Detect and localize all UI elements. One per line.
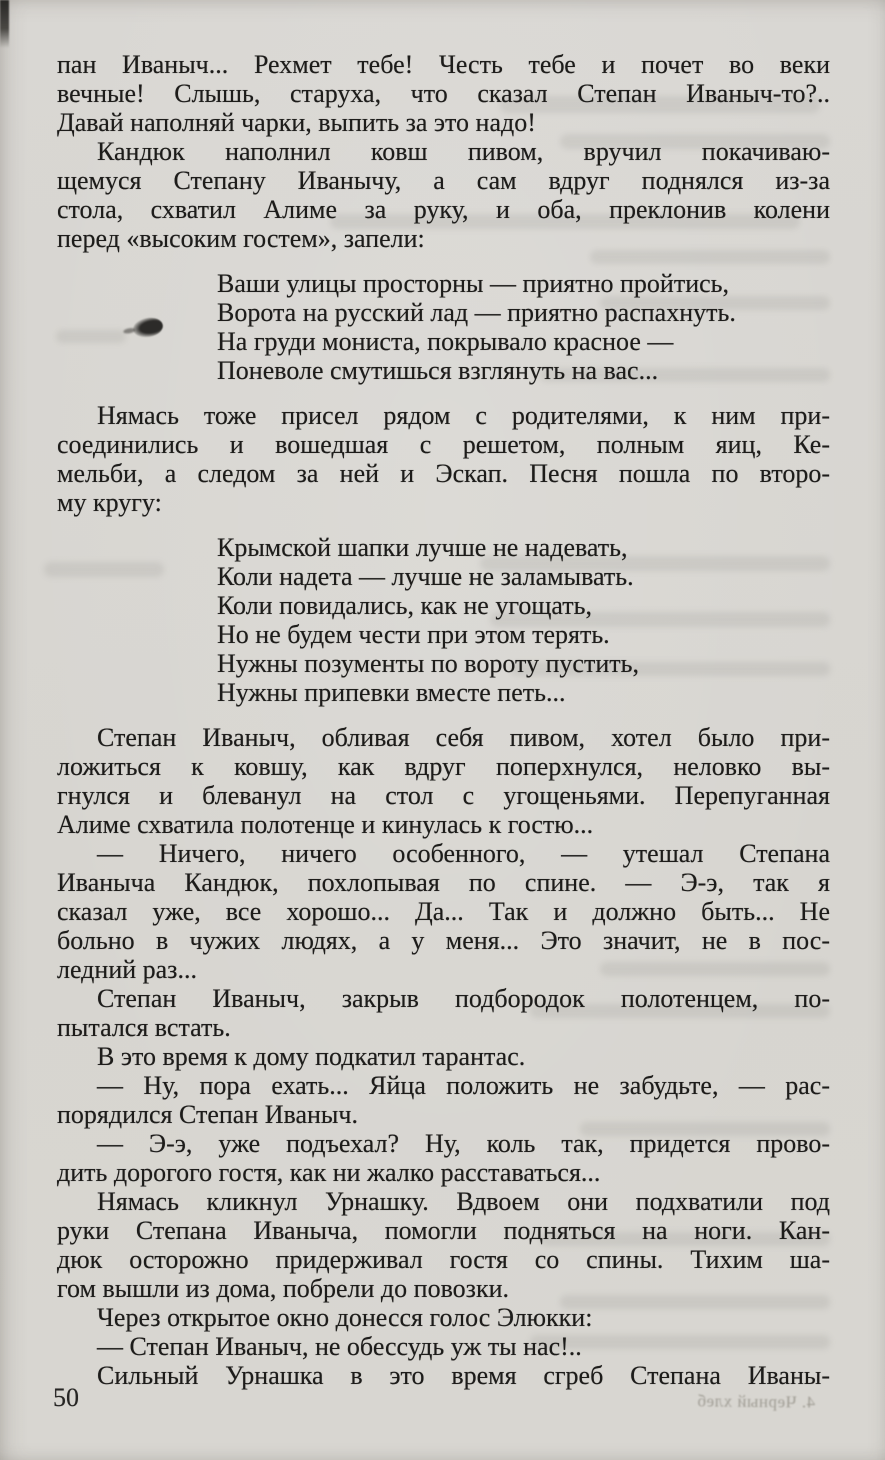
verse-line: На груди мониста, покрывало красное —	[217, 327, 674, 356]
paragraph-line: перед «высоким гостем», запели:	[57, 224, 425, 253]
verse-line: Поневоле смутишься взглянуть на вас...	[217, 356, 659, 385]
paragraph-line: дить дорогого гостя, как ни жалко расставаться...	[57, 1158, 601, 1187]
paragraph-line: гом вышли из дома, побрели до повозки.	[57, 1274, 509, 1303]
paragraph-block	[57, 839, 830, 984]
paragraph-block	[57, 1187, 830, 1303]
paragraph-line: му кругу:	[57, 488, 162, 517]
paragraph-block	[57, 1042, 830, 1071]
paragraph-line: вечные! Слышь, старуха, что сказал Степан Иваныч-то?..	[57, 79, 830, 108]
verse-line: Крымской шапки лучше не надевать,	[217, 533, 628, 562]
paragraph-block	[57, 1332, 830, 1361]
bleedthrough-signature: 4. Черный хлеб	[696, 1391, 816, 1412]
paragraph-line: ледний раз...	[57, 955, 197, 984]
verse-line: Нужны позументы по вороту пустить,	[217, 649, 639, 678]
paragraph-block	[57, 401, 830, 517]
paragraph-line: Нямась тоже присел рядом с родителями, к ним при-	[97, 401, 830, 430]
paragraph-line: Иваныча Кандюк, похлопывая по спине. — Э-э, так я	[57, 868, 830, 897]
paragraph-line: щемуся Степану Иванычу, а сам вдруг поднялся из-за	[57, 166, 830, 195]
paragraph-line: мельби, а следом за ней и Эскап. Песня пошла по второ-	[57, 459, 830, 488]
paragraph-block	[57, 1361, 830, 1390]
verse-block	[217, 269, 830, 385]
paragraph-line: гнулся и блеванул на стол с угощеньями. Перепуганная	[57, 781, 830, 810]
paragraph-line: руки Степана Иваныча, помогли подняться на ноги. Кан-	[57, 1216, 830, 1245]
paragraph-block	[57, 723, 830, 839]
paragraph-block	[57, 1303, 830, 1332]
paragraph-line: Степан Иваныч, обливая себя пивом, хотел было при-	[97, 723, 830, 752]
paragraph-line: Степан Иваныч, закрыв подбородок полотенцем, по-	[97, 984, 830, 1013]
paragraph-line: ложиться к ковшу, как вдруг поперхнулся, неловко вы-	[57, 752, 830, 781]
scan-edge-artifact	[0, 0, 9, 48]
paragraph-block	[57, 137, 830, 253]
paragraph-line: пан Иваныч... Рехмет тебе! Честь тебе и почет во веки	[57, 50, 830, 79]
paragraph-line: соединились и вошедшая с решетом, полным яиц, Ке-	[57, 430, 830, 459]
paragraph-block	[57, 1129, 830, 1187]
paragraph-line: — Ничего, ничего особенного, — утешал Степана	[97, 839, 830, 868]
paragraph-line: сказал уже, все хорошо... Да... Так и должно быть... Не	[57, 897, 830, 926]
verse-line: Ваши улицы просторны — приятно пройтись,	[217, 269, 730, 298]
paragraph-line: Кандюк наполнил ковш пивом, вручил покачиваю-	[97, 137, 830, 166]
verse-line: Нужны припевки вместе петь...	[217, 678, 566, 707]
paragraph-line: — Степан Иваныч, не обессудь уж ты нас!..	[97, 1332, 582, 1361]
paragraph-line: пытался встать.	[57, 1013, 231, 1042]
paragraph-line: стола, схватил Алиме за руку, и оба, преклонив колени	[57, 195, 830, 224]
paragraph-line: В это время к дому подкатил тарантас.	[97, 1042, 526, 1071]
paragraph-line: — Э-э, уже подъехал? Ну, коль так, придется прово-	[97, 1129, 830, 1158]
verse-line: Коли надета — лучше не заламывать.	[217, 562, 634, 591]
verse-line: Ворота на русский лад — приятно распахнуть.	[217, 298, 736, 327]
verse-block	[217, 533, 830, 707]
paragraph-line: — Ну, пора ехать... Яйца положить не забудьте, — рас-	[97, 1071, 830, 1100]
paragraph-block	[57, 50, 830, 137]
paragraph-line: Давай наполняй чарки, выпить за это надо!	[57, 108, 536, 137]
paragraph-line: Через открытое окно донесся голос Элюкки:	[97, 1303, 593, 1332]
paragraph-line: дюк осторожно придерживал гостя со спины. Тихим ша-	[57, 1245, 830, 1274]
text-column	[57, 50, 830, 1390]
verse-line: Коли повидались, как не угощать,	[217, 591, 592, 620]
paragraph-line: больно в чужих людях, а у меня... Это значит, не в пос-	[57, 926, 830, 955]
paragraph-line: Сильный Урнашка в это время сгреб Степана Иваны-	[97, 1361, 830, 1390]
paragraph-line: порядился Степан Иваныч.	[57, 1100, 358, 1129]
paragraph-block	[57, 984, 830, 1042]
paragraph-line: Алиме схватила полотенце и кинулась к гостю...	[57, 810, 594, 839]
paragraph-line: Нямась кликнул Урнашку. Вдвоем они подхватили под	[97, 1187, 830, 1216]
verse-line: Но не будем чести при этом терять.	[217, 620, 610, 649]
paragraph-block	[57, 1071, 830, 1129]
page-number: 50	[53, 1383, 79, 1412]
